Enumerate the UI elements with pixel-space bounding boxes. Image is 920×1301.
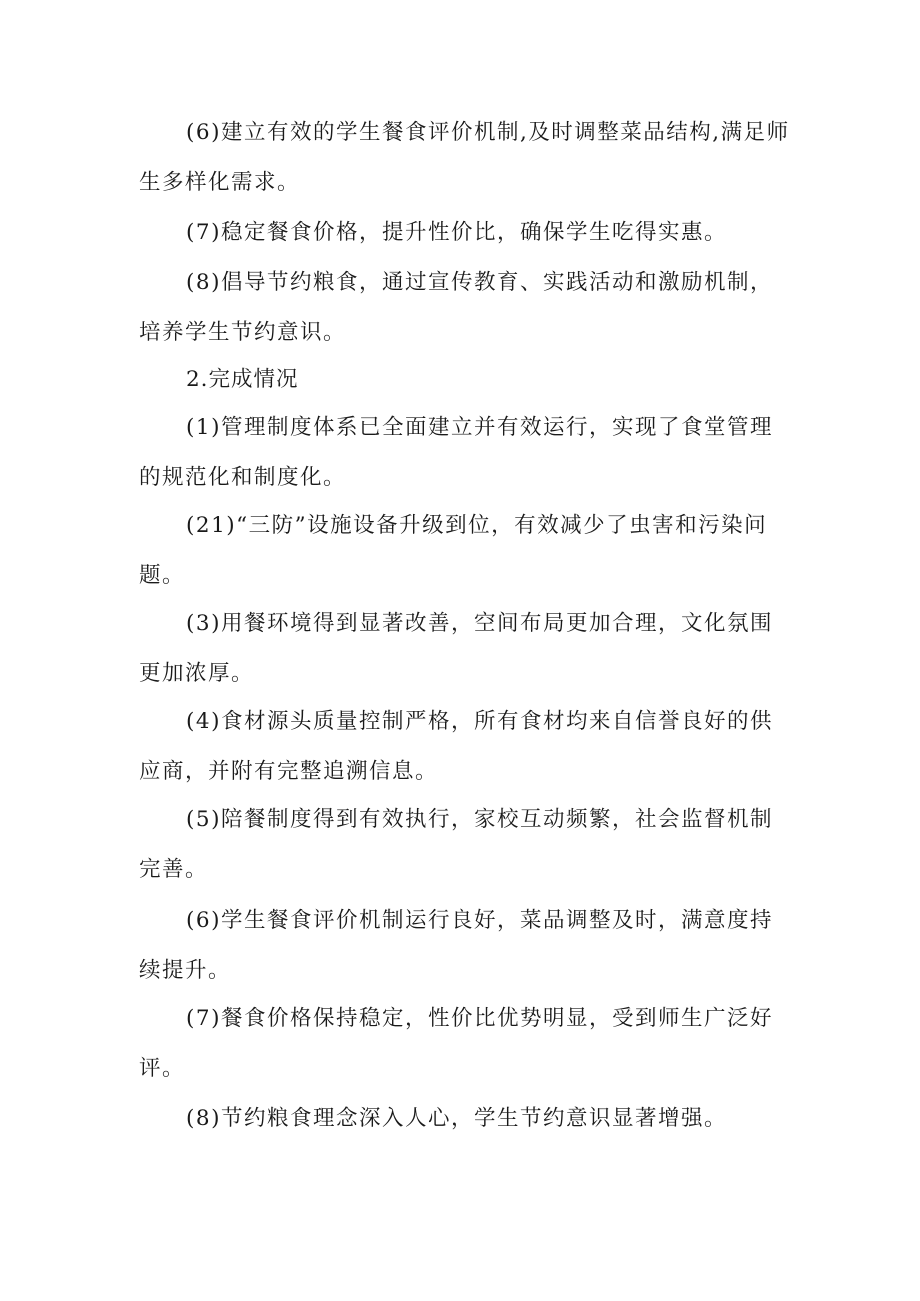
paragraph-6-evaluation-running: (6)学生餐食评价机制运行良好，菜品调整及时，满意度持续提升。 <box>139 908 773 983</box>
paragraph-7-stable-price: (7)稳定餐食价格，提升性价比，确保学生吃得实惠。 <box>186 220 727 245</box>
paragraph-1-management-system: (1)管理制度体系已全面建立并有效运行，实现了食堂管理的规范化和制度化。 <box>139 415 773 490</box>
paragraph-8-saving-awareness: (8)节约粮食理念深入人心，学生节约意识显著增强。 <box>186 1106 727 1131</box>
paragraph-7-price-stable: (7)餐食价格保持稳定，性价比优势明显，受到师生广泛好评。 <box>139 1006 773 1081</box>
paragraph-6-evaluation-mechanism: (6)建立有效的学生餐食评价机制,及时调整菜品结构,满足师生多样化需求。 <box>139 120 790 195</box>
paragraph-5-accompany-meal: (5)陪餐制度得到有效执行，家校互动频繁，社会监督机制完善。 <box>139 807 773 882</box>
section-heading-completion: 2.完成情况 <box>186 367 299 392</box>
paragraph-8-save-food: (8)倡导节约粮食，通过宣传教育、实践活动和激励机制，培养学生节约意识。 <box>139 270 773 345</box>
paragraph-21-three-prevention: (21)“三防”设施设备升级到位，有效减少了虫害和污染问题。 <box>139 513 768 588</box>
paragraph-4-ingredient-quality: (4)食材源头质量控制严格，所有食材均来自信誉良好的供应商，并附有完整追溯信息。 <box>139 709 773 784</box>
paragraph-3-dining-environment: (3)用餐环境得到显著改善，空间布局更加合理，文化氛围更加浓厚。 <box>139 611 773 686</box>
